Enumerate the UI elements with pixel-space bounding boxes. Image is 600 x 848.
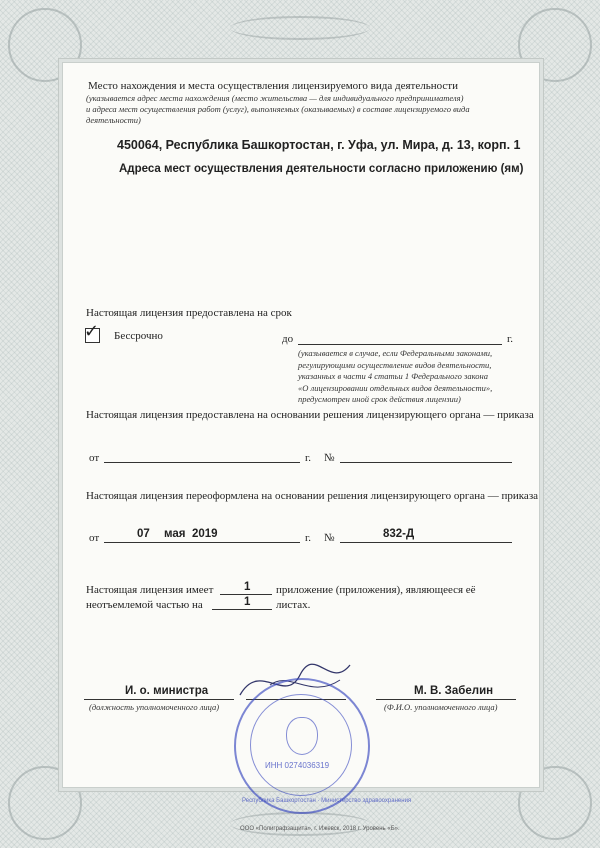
reissued-number: 832-Д [383, 528, 415, 540]
appendix-line1-a: Настоящая лицензия имеет [86, 584, 214, 596]
appendix-sheets-line [212, 609, 272, 610]
signer-name: М. В. Забелин [414, 685, 494, 697]
reissued-month: мая [164, 528, 186, 540]
header-title: Место нахождения и места осуществления лицензируемого вида деятельности [88, 80, 458, 92]
position-line [84, 699, 234, 700]
appendix-line2-a: неотъемлемой частью на [86, 599, 203, 611]
year-suffix: г. [507, 333, 514, 345]
granted-text: Настоящая лицензия предоставлена на основании решения лицензирующего органа — приказа [86, 409, 534, 421]
unlimited-checkbox [84, 321, 100, 343]
signer-position: И. о. министра [125, 685, 209, 697]
stamp-id: ИНН 0274036319 [265, 761, 330, 770]
appendix-line1-b: приложение (приложения), являющееся её [276, 584, 476, 596]
appendix-sheets: 1 [244, 596, 251, 608]
granted-from: от [89, 452, 100, 464]
reissued-from: от [89, 532, 100, 544]
checkmark-icon: ✓ [84, 321, 100, 342]
appendix-count: 1 [244, 581, 251, 593]
reissued-number-line [340, 542, 512, 543]
granted-date-line [104, 462, 300, 463]
name-line [376, 699, 516, 700]
emblem-icon [286, 717, 318, 755]
ornament-bottom [230, 812, 370, 836]
unlimited-label: Бессрочно [114, 330, 163, 342]
reissued-day: 07 [137, 528, 150, 540]
until-date-line [298, 344, 502, 345]
reissued-date-line [104, 542, 300, 543]
granted-number-sign: № [324, 452, 335, 464]
official-stamp [234, 678, 412, 814]
header-note: (указывается адрес места нахождения (место жительства — для индивидуального предпринимателя) [86, 93, 464, 103]
appendix-line2-b: листах. [276, 599, 311, 611]
reissued-number-sign: № [324, 532, 335, 544]
ornament-top [230, 16, 370, 40]
until-label: до [282, 333, 294, 345]
position-note: (должность уполномоченного лица) [89, 702, 220, 712]
term-label: Настоящая лицензия предоставлена на срок [86, 307, 292, 319]
appendix-count-line [220, 594, 272, 595]
reissued-year: г. [305, 532, 312, 544]
reissued-text: Настоящая лицензия переоформлена на основании решения лицензирующего органа — приказа [86, 490, 539, 502]
name-note: (Ф.И.О. уполномоченного лица) [384, 702, 498, 712]
stamp-outer-text: Республика Башкортостан · Министерство здравоохранения [242, 798, 412, 804]
granted-number-line [340, 462, 512, 463]
term-note: (указывается в случае, если Федеральными законами, регулирующими осуществление видов деятельности, указанных в части 4 статьи 1 Федерального закона «О лицензировании отдельных видов деятельности», предусмотрен иной срок действия лицензии) [298, 348, 493, 404]
stamp-ring [250, 694, 352, 796]
addresses-note: Адреса мест осуществления деятельности согласно приложению (ям) [119, 163, 524, 175]
header-note: деятельности) [86, 115, 141, 125]
reissued-year-value: 2019 [192, 528, 218, 540]
header-note: и адреса мест осуществления работ (услуг), выполняемых (оказываемых) в составе лицензируемого вида [86, 104, 470, 114]
address-line: 450064, Республика Башкортостан, г. Уфа, ул. Мира, д. 13, корп. 1 [117, 138, 521, 152]
printer-footer: ООО «Полиграфзащита», г. Ижевск, 2018 г. Уровень «Б». [240, 826, 400, 832]
granted-year: г. [305, 452, 312, 464]
